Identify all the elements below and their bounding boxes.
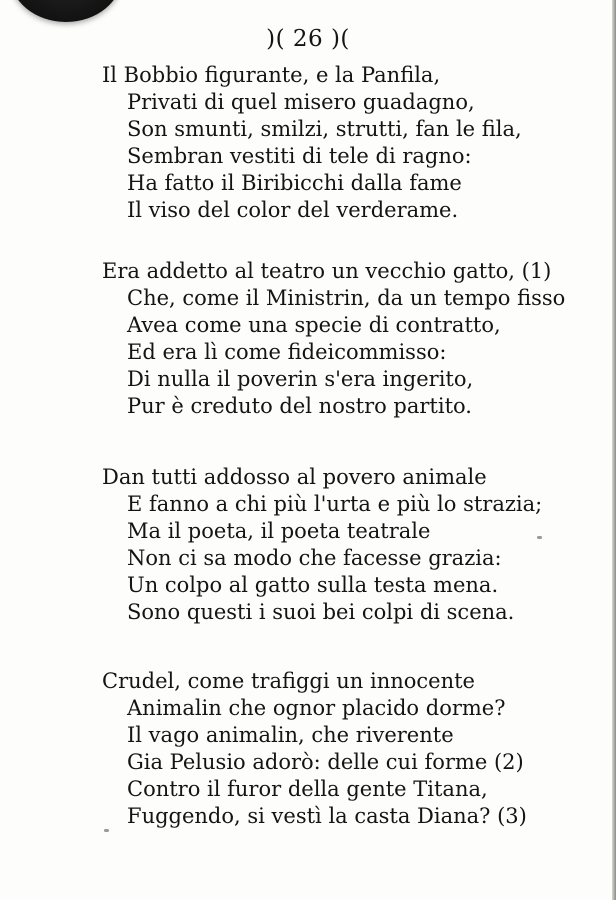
verse-line: Pur è creduto del nostro partito. — [127, 394, 472, 418]
stanza-1 — [102, 62, 572, 224]
stanza-3 — [102, 464, 572, 626]
verse-line: Ma il poeta, il poeta teatrale — [127, 519, 431, 543]
verse-line: Di nulla il poverin s'era ingerito, — [127, 367, 474, 391]
verse-line: Era addetto al teatro un vecchio gatto, (1) — [102, 259, 552, 283]
verse-line: Dan tutti addosso al povero animale — [102, 465, 487, 489]
page-number: )( 26 )( — [266, 26, 350, 52]
verse-line: Avea come una specie di contratto, — [127, 313, 501, 337]
verse-line: Il vago animalin, che riverente — [127, 723, 454, 747]
verse-line: Il Bobbio figurante, e la Panfila, — [102, 63, 441, 87]
verse-line: Privati di quel misero guadagno, — [127, 90, 475, 114]
verse-line: Sembran vestiti di tele di ragno: — [127, 144, 472, 168]
verse-line: Un colpo al gatto sulla testa mena. — [127, 573, 499, 597]
verse-line: Contro il furor della gente Titana, — [127, 777, 488, 801]
stanza-4 — [102, 668, 572, 830]
verse-line: Crudel, come trafiggi un innocente — [102, 669, 475, 693]
scan-shadow — [10, 0, 122, 22]
verse-line: Animalin che ognor placido dorme? — [127, 696, 506, 720]
scan-edge — [612, 0, 616, 900]
stanza-2 — [102, 258, 572, 420]
verse-line: Il viso del color del verderame. — [127, 198, 459, 222]
verse-line: Fuggendo, si vestì la casta Diana? (3) — [127, 804, 527, 828]
verse-line: Che, come il Ministrin, da un tempo fisso — [127, 286, 566, 310]
verse-line: Ha fatto il Biribicchi dalla fame — [127, 171, 462, 195]
verse-line: Son smunti, smilzi, strutti, fan le fila, — [127, 117, 522, 141]
verse-line: Sono questi i suoi bei colpi di scena. — [127, 600, 515, 624]
verse-line: Non ci sa modo che facesse grazia: — [127, 546, 502, 570]
verse-line: Ed era lì come fideicommisso: — [127, 340, 447, 364]
verse-line: Gia Pelusio adorò: delle cui forme (2) — [127, 750, 524, 774]
verse-line: E fanno a chi più l'urta e più lo strazia; — [127, 492, 543, 516]
